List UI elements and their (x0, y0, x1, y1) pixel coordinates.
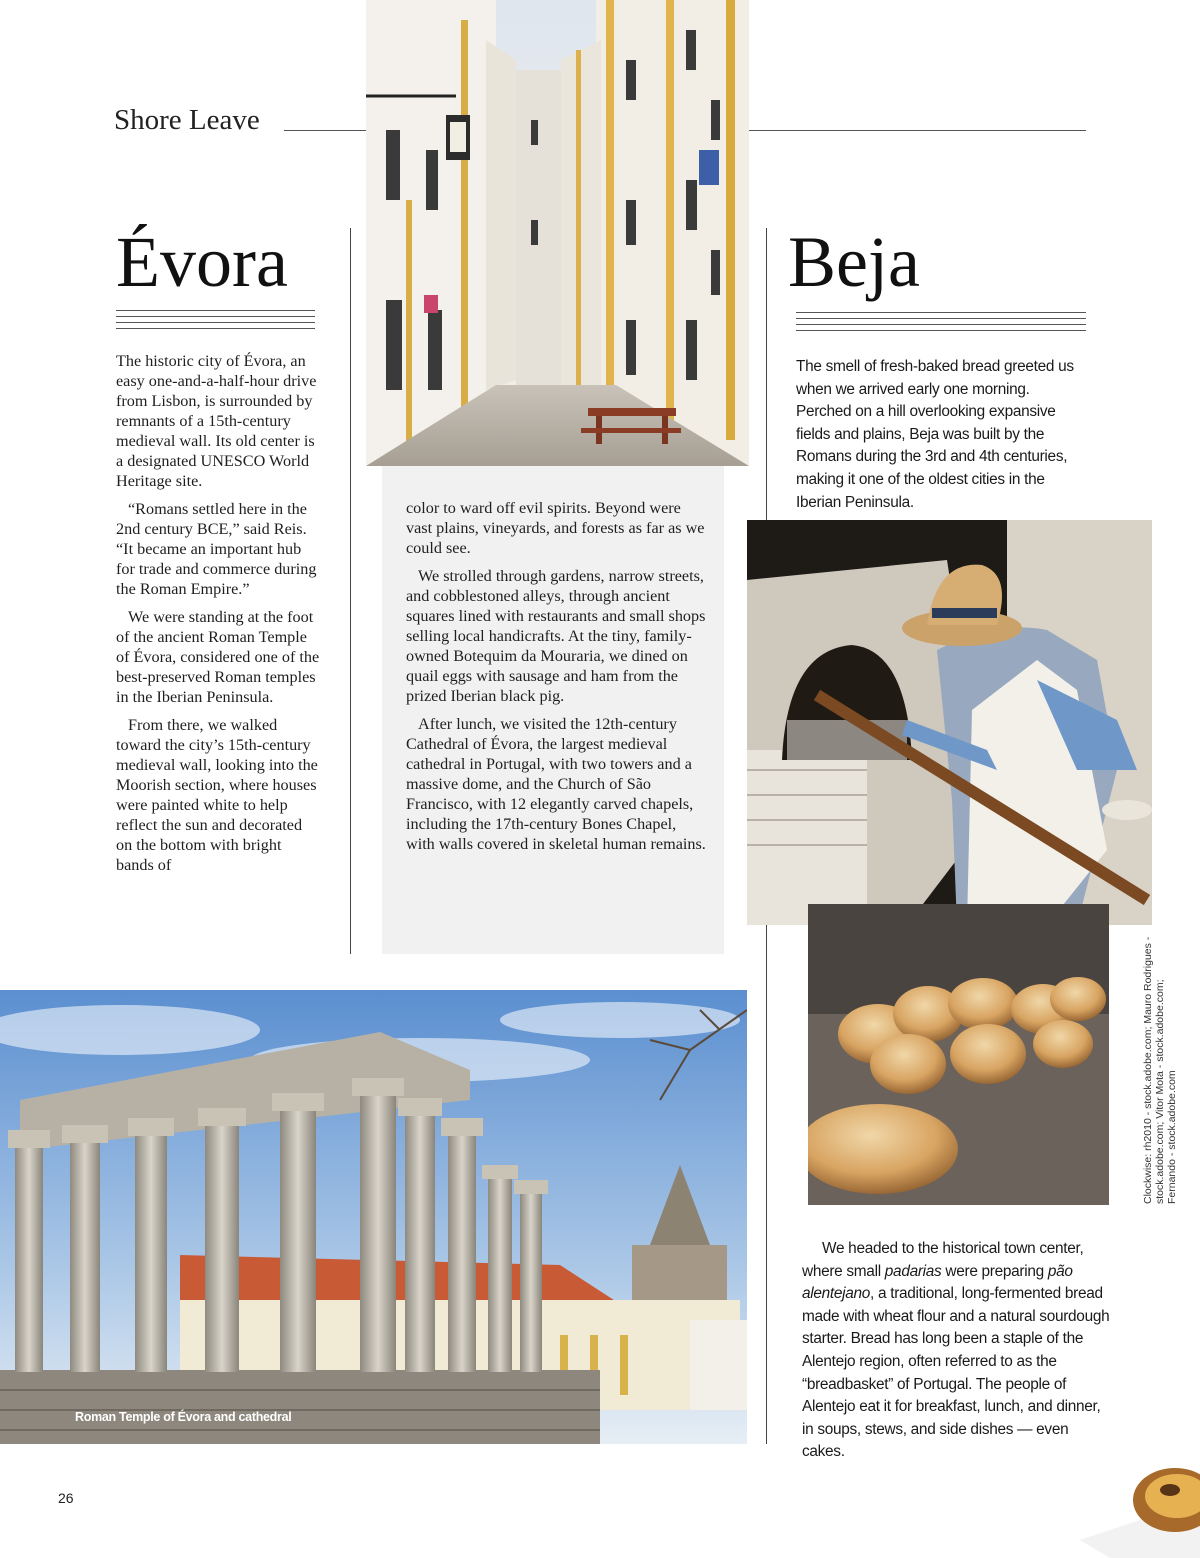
evora-paragraph-4: From there, we walked toward the city’s 15th-century medieval wall, looking into the Moorish section, where houses were painted white to help reflect the sun and decorated on the bottom with bright bands of (116, 716, 318, 874)
beja-intro (796, 356, 1086, 514)
beja-body (802, 1238, 1114, 1464)
photo-credit-line-1: Clockwise: rh2010 - stock.adobe.com; Mauro Rodrigues - (1142, 936, 1154, 1204)
beja-body-text-1: We headed to the historical town center, where small (802, 1240, 1084, 1280)
evora-paragraph-2: “Romans settled here in the 2nd century BCE,” said Reis. “It became an important hub for trade and commerce during the Roman Empire.” (116, 500, 317, 598)
photo-credit (1142, 937, 1178, 1204)
column-divider-left (350, 228, 351, 954)
evora-title: Évora (116, 222, 288, 302)
evora-column-2 (406, 498, 706, 862)
beja-body-text-2: were preparing (941, 1262, 1048, 1280)
section-rule-left (284, 130, 368, 131)
evora-paragraph-1: The historic city of Évora, an easy one-and-a-half-hour drive from Lisbon, is surrounded by remnants of a 15th-century medieval wall. Its old center is a designated UNESCO World Heritage site. (116, 352, 317, 490)
photo-credit-line-3: Fernando - stock.adobe.com (1166, 1070, 1178, 1204)
section-rule-right (748, 130, 1086, 131)
evora-paragraph-5: color to ward off evil spirits. Beyond were vast plains, vineyards, and forests as far as we could see. (406, 499, 705, 557)
baker-oven-photo (747, 520, 1152, 925)
evora-column-1 (116, 351, 322, 883)
roman-temple-photo (0, 990, 747, 1444)
pastry-photo (1080, 1430, 1200, 1558)
section-label: Shore Leave (114, 104, 260, 136)
beja-body-term-pao: pão alentejano (802, 1262, 1073, 1303)
evora-paragraph-3: We were standing at the foot of the ancient Roman Temple of Évora, considered one of the best-preserved Roman temples in the Iberian Peninsula. (116, 608, 320, 706)
beja-body-term-padarias: padarias (884, 1262, 942, 1280)
evora-paragraph-7: After lunch, we visited the 12th-century Cathedral of Évora, the largest medieval cathedral in Portugal, with two towers and a massive dome, and the Church of São Francisco, with 12 elegantly carved chapels, including the 17th-century Bones Chapel, with walls covered in skeletal human remains. (406, 715, 706, 853)
bread-loaves-photo (808, 904, 1109, 1205)
beja-body-text-3: , a traditional, long-fermented bread made with wheat flour and a natural sourdough starter. Bread has long been a staple of the Alentejo region, often referred to as the “breadbasket” of Portugal. The people of Alentejo eat it for breakfast, lunch, and dinner, in soups, stews, and side dishes — even cakes. (802, 1285, 1110, 1461)
evora-paragraph-6: We strolled through gardens, narrow streets, and cobblestoned alleys, through ancient squares lined with restaurants and small shops selling local handicrafts. At the tiny, family-owned Botequim da Mouraria, we dined on quail eggs with sausage and ham from the prized Iberian black pig. (406, 567, 706, 705)
beja-intro-text: The smell of fresh-baked bread greeted us when we arrived early one morning. Perched on a hill overlooking expansive fields and plains, Beja was built by the Romans during the 3rd and 4th centuries, making it one of the oldest cities in the Iberian Peninsula. (796, 358, 1074, 511)
page-number: 26 (58, 1490, 74, 1506)
evora-title-rules (116, 310, 315, 329)
evora-street-photo (366, 0, 749, 466)
photo-credit-line-2: stock.adobe.com; Vitor Mota - stock.adobe.com; (1154, 979, 1166, 1204)
beja-body-text (802, 1238, 1114, 1464)
beja-title: Beja (788, 222, 920, 302)
temple-caption: Roman Temple of Évora and cathedral (75, 1410, 292, 1424)
beja-title-rules (796, 312, 1086, 331)
